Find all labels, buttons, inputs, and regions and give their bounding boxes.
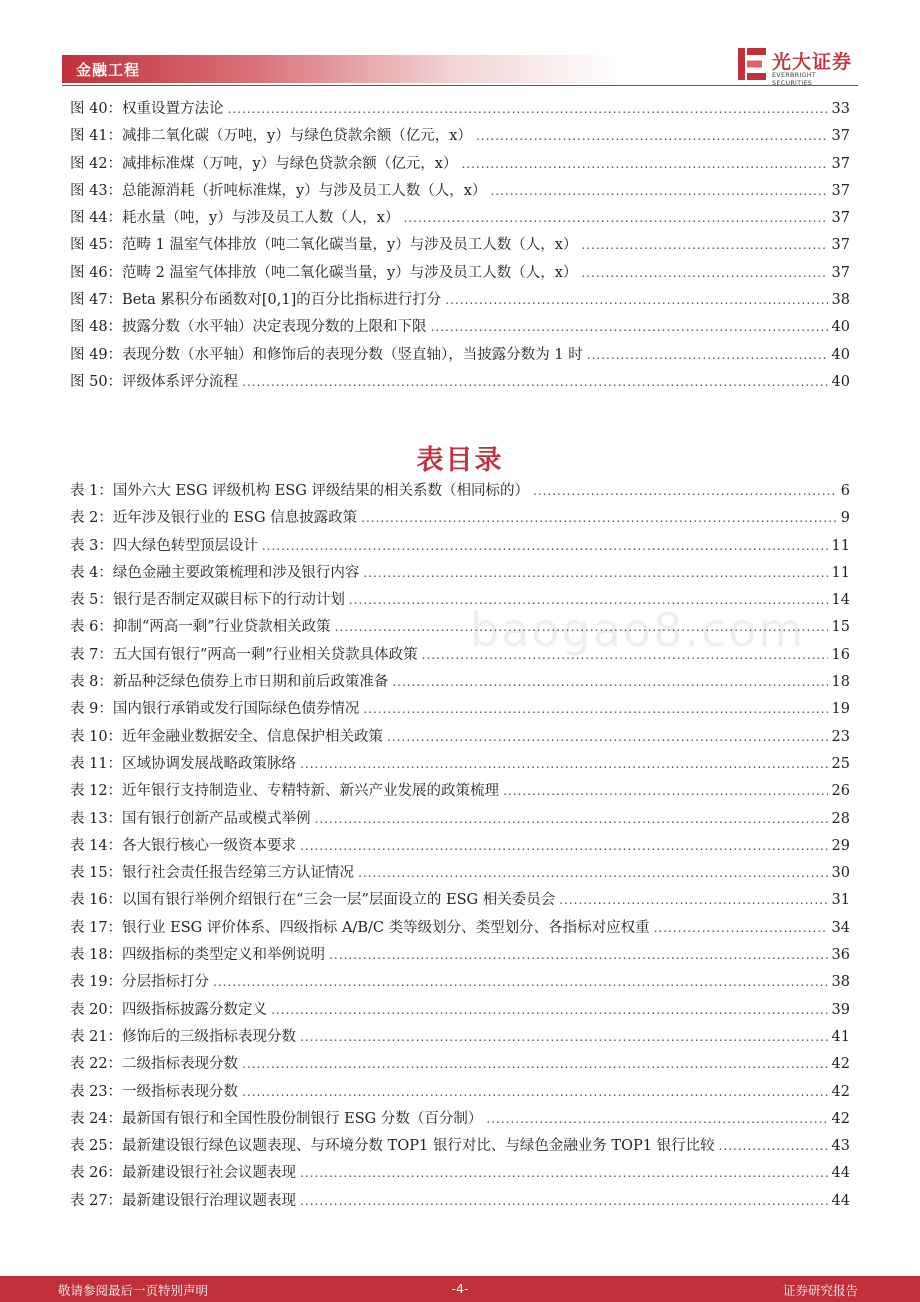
brand-logo (738, 46, 858, 87)
everbright-logo-icon (738, 48, 766, 80)
table-entry[interactable] (70, 1024, 850, 1051)
dot-leader (363, 560, 827, 587)
table-entry[interactable] (70, 505, 850, 532)
dot-leader (476, 123, 828, 150)
footer-report-type: 证券研究报告 (782, 1283, 858, 1298)
table-entry[interactable] (70, 1133, 850, 1160)
header-divider (62, 85, 858, 86)
dot-leader (329, 942, 827, 969)
dot-leader (242, 1051, 827, 1078)
table-list (70, 478, 850, 1215)
table-entry[interactable] (70, 969, 850, 996)
table-entry-page[interactable]: 26 (831, 783, 850, 800)
dot-leader (533, 478, 837, 505)
dot-leader (719, 1133, 828, 1160)
table-entry-label[interactable]: 表 18：四级指标的类型定义和举例说明 (70, 947, 326, 964)
table-entry-label[interactable]: 表 10：近年金融业数据安全、信息保护相关政策 (70, 728, 384, 745)
figure-entry-page[interactable]: 37 (831, 264, 850, 281)
table-entry-page[interactable]: 19 (831, 701, 850, 718)
dot-leader (486, 1106, 827, 1133)
table-entry[interactable] (70, 860, 850, 887)
table-entry-page[interactable]: 11 (831, 564, 850, 581)
table-entry-label[interactable]: 表 16：以国有银行举例介绍银行在“三会一层”层面设立的 ESG 相关委员会 (70, 892, 556, 909)
tables-title: 表目录 (416, 445, 504, 476)
table-entry-page[interactable]: 16 (831, 646, 850, 663)
table-entry-page[interactable]: 31 (831, 892, 850, 909)
table-entry[interactable] (70, 887, 850, 914)
dot-leader (461, 151, 827, 178)
figure-list (70, 96, 850, 396)
figure-entry-page[interactable]: 40 (831, 373, 850, 390)
table-entry-label[interactable]: 表 24：最新国有银行和全国性股份制银行 ESG 分数（百分制） (70, 1110, 483, 1127)
dot-leader (358, 860, 827, 887)
table-entry-label[interactable]: 表 15：银行社会责任报告经第三方认证情况 (70, 865, 355, 882)
section-label: 金融工程 (76, 61, 141, 79)
figure-entry[interactable] (70, 260, 850, 287)
dot-leader (361, 505, 837, 532)
table-entry-label[interactable]: 表 9：国内银行承销或发行国际绿色债券情况 (70, 701, 360, 718)
figure-entry-page[interactable]: 37 (831, 155, 850, 172)
figure-entry[interactable] (70, 151, 850, 178)
table-entry-page[interactable]: 44 (831, 1192, 850, 1209)
table-entry-label[interactable]: 表 12：近年银行支持制造业、专精特新、新兴产业发展的政策梳理 (70, 783, 500, 800)
table-entry-label[interactable]: 表 20：四级指标披露分数定义 (70, 1001, 268, 1018)
table-entry-page[interactable]: 25 (831, 755, 850, 772)
figure-entry-page[interactable]: 37 (831, 182, 850, 199)
table-entry-page[interactable]: 44 (831, 1165, 850, 1182)
dot-leader (490, 178, 827, 205)
header-band (62, 55, 622, 83)
table-entry-page[interactable]: 28 (831, 810, 850, 827)
table-entry-page[interactable]: 29 (831, 837, 850, 854)
brand-subtitle: EVERBRIGHT SECURITIES (772, 71, 816, 87)
dot-leader (445, 287, 827, 314)
dot-leader (300, 751, 827, 778)
table-entry[interactable] (70, 1160, 850, 1187)
figure-entry[interactable] (70, 123, 850, 150)
table-entry-page[interactable]: 30 (831, 865, 850, 882)
figure-entry-label[interactable]: 图 42：减排标准煤（万吨，y）与绿色贷款余额（亿元，x） (70, 155, 458, 172)
table-entry-label[interactable]: 表 5：银行是否制定双碳目标下的行动计划 (70, 592, 345, 609)
table-entry[interactable] (70, 1106, 850, 1133)
table-entry-label[interactable]: 表 1：国外六大 ESG 评级机构 ESG 评级结果的相关系数（相同标的） (70, 483, 529, 499)
table-entry-label[interactable]: 表 17：银行业 ESG 评价体系、四级指标 A/B/C 类等级划分、类型划分、各指标对应权重 (70, 919, 650, 936)
table-entry-page[interactable]: 41 (831, 1028, 850, 1045)
table-entry-label[interactable]: 表 8：新品种泛绿色债券上市日期和前后政策准备 (70, 674, 389, 691)
figure-entry-page[interactable]: 40 (831, 346, 850, 363)
dot-leader (300, 833, 827, 860)
dot-leader (587, 342, 828, 369)
table-entry-label[interactable]: 表 26：最新建设银行社会议题表现 (70, 1165, 297, 1182)
dot-leader (242, 369, 827, 396)
table-entry[interactable] (70, 778, 850, 805)
table-entry-page[interactable]: 9 (840, 510, 850, 527)
figure-entry-page[interactable]: 37 (831, 210, 850, 227)
table-entry-label[interactable]: 表 21：修饰后的三级指标表现分数 (70, 1028, 297, 1045)
table-entry-page[interactable]: 18 (831, 674, 850, 691)
dot-leader (242, 1079, 827, 1106)
figure-entry-label[interactable]: 图 44：耗水量（吨，y）与涉及员工人数（人，x） (70, 210, 400, 227)
table-entry-label[interactable]: 表 13：国有银行创新产品或模式举例 (70, 810, 311, 827)
table-entry-page[interactable]: 34 (831, 919, 850, 936)
figure-entry-label[interactable]: 图 46：范畴 2 温室气体排放（吨二氧化碳当量，y）与涉及员工人数（人，x） (70, 264, 578, 281)
figure-entry[interactable] (70, 369, 850, 396)
dot-leader (581, 260, 827, 287)
table-entry[interactable] (70, 997, 850, 1024)
table-entry[interactable] (70, 696, 850, 723)
table-entry-label[interactable]: 表 11：区域协调发展战略政策脉络 (70, 755, 297, 772)
table-entry-label[interactable]: 表 2：近年涉及银行业的 ESG 信息披露政策 (70, 510, 358, 527)
figure-entry-label[interactable]: 图 45：范畴 1 温室气体排放（吨二氧化碳当量，y）与涉及员工人数（人，x） (70, 237, 578, 254)
table-entry-label[interactable]: 表 7：五大国有银行“两高一剩”行业相关贷款具体政策 (70, 646, 418, 663)
figure-entry-label[interactable]: 图 50：评级体系评分流程 (70, 373, 239, 390)
dot-leader (262, 533, 828, 560)
table-entry-page[interactable]: 38 (831, 974, 850, 991)
dot-leader (300, 1188, 827, 1215)
table-entry-page[interactable]: 11 (831, 537, 850, 554)
table-entry-page[interactable]: 23 (831, 728, 850, 745)
dot-leader (403, 205, 827, 232)
figure-entry-page[interactable]: 37 (831, 237, 850, 254)
figure-entry-page[interactable]: 40 (831, 319, 850, 336)
table-entry-page[interactable]: 42 (831, 1083, 850, 1100)
table-entry[interactable] (70, 478, 850, 505)
table-entry-page[interactable]: 15 (831, 619, 850, 636)
figure-entry-label[interactable]: 图 48：披露分数（水平轴）决定表现分数的上限和下限 (70, 319, 427, 336)
table-entry-label[interactable]: 表 14：各大银行核心一级资本要求 (70, 837, 297, 854)
table-entry-page[interactable]: 39 (831, 1001, 850, 1018)
table-entry-label[interactable]: 表 3：四大绿色转型顶层设计 (70, 537, 258, 554)
table-entry[interactable] (70, 751, 850, 778)
table-entry-page[interactable]: 14 (831, 592, 850, 609)
dot-leader (392, 669, 827, 696)
dot-leader (581, 232, 827, 259)
figure-entry[interactable] (70, 205, 850, 232)
table-entry-label[interactable]: 表 6：抑制“两高一剩”行业贷款相关政策 (70, 619, 331, 636)
figure-entry-label[interactable]: 图 43：总能源消耗（折吨标准煤，y）与涉及员工人数（人，x） (70, 182, 487, 199)
dot-leader (431, 314, 828, 341)
figure-entry-page[interactable]: 33 (831, 101, 850, 117)
dot-leader (559, 887, 827, 914)
brand-name: 光大证券 (772, 51, 853, 73)
footer (0, 1276, 920, 1302)
footer-disclaimer: 敬请参阅最后一页特别声明 (58, 1283, 209, 1298)
table-entry-label[interactable]: 表 25：最新建设银行绿色议题表现、与环境分数 TOP1 银行对比、与绿色金融业务 TOP1 银行比较 (70, 1138, 715, 1155)
table-entry[interactable] (70, 560, 850, 587)
dot-leader (228, 96, 828, 123)
figure-entry-label[interactable]: 图 49：表现分数（水平轴）和修饰后的表现分数（竖直轴），当披露分数为 1 时 (70, 346, 583, 363)
table-entry[interactable] (70, 533, 850, 560)
table-entry-label[interactable]: 表 27：最新建设银行治理议题表现 (70, 1192, 297, 1209)
figure-entry-label[interactable]: 图 40：权重设置方法论 (70, 101, 224, 117)
figure-entry[interactable] (70, 178, 850, 205)
table-entry-page[interactable]: 36 (831, 947, 850, 964)
table-entry[interactable] (70, 1079, 850, 1106)
dot-leader (271, 997, 827, 1024)
figure-entry[interactable] (70, 96, 850, 123)
table-entry[interactable] (70, 833, 850, 860)
figure-entry-page[interactable]: 37 (831, 128, 850, 145)
table-entry-page[interactable]: 43 (831, 1138, 850, 1155)
table-entry-page[interactable]: 6 (840, 483, 850, 499)
table-entry[interactable] (70, 1188, 850, 1215)
dot-leader (300, 1024, 827, 1051)
table-entry-label[interactable]: 表 19：分层指标打分 (70, 974, 210, 991)
table-entry[interactable] (70, 942, 850, 969)
dot-leader (654, 915, 828, 942)
figure-entry-page[interactable]: 38 (831, 292, 850, 309)
table-entry-page[interactable]: 42 (831, 1056, 850, 1073)
dot-leader (213, 969, 827, 996)
table-entry[interactable] (70, 806, 850, 833)
dot-leader (503, 778, 827, 805)
footer-page-number: -4- (451, 1281, 469, 1296)
table-entry[interactable] (70, 724, 850, 751)
table-entry-label[interactable]: 表 23：一级指标表现分数 (70, 1083, 239, 1100)
table-entry-label[interactable]: 表 4：绿色金融主要政策梳理和涉及银行内容 (70, 564, 360, 581)
figure-entry-label[interactable]: 图 47：Beta 累积分布函数对[0,1]的百分比指标进行打分 (70, 292, 442, 309)
watermark: baogao8.com (470, 603, 806, 657)
table-entry[interactable] (70, 915, 850, 942)
figure-entry-label[interactable]: 图 41：减排二氧化碳（万吨，y）与绿色贷款余额（亿元，x） (70, 128, 472, 145)
figure-entry[interactable] (70, 287, 850, 314)
table-entry-label[interactable]: 表 22：二级指标表现分数 (70, 1056, 239, 1073)
dot-leader (387, 724, 827, 751)
dot-leader (315, 806, 828, 833)
dot-leader (300, 1160, 827, 1187)
figure-entry[interactable] (70, 314, 850, 341)
figure-entry[interactable] (70, 342, 850, 369)
figure-entry[interactable] (70, 232, 850, 259)
table-entry-page[interactable]: 42 (831, 1110, 850, 1127)
dot-leader (363, 696, 827, 723)
table-entry[interactable] (70, 1051, 850, 1078)
table-entry[interactable] (70, 669, 850, 696)
